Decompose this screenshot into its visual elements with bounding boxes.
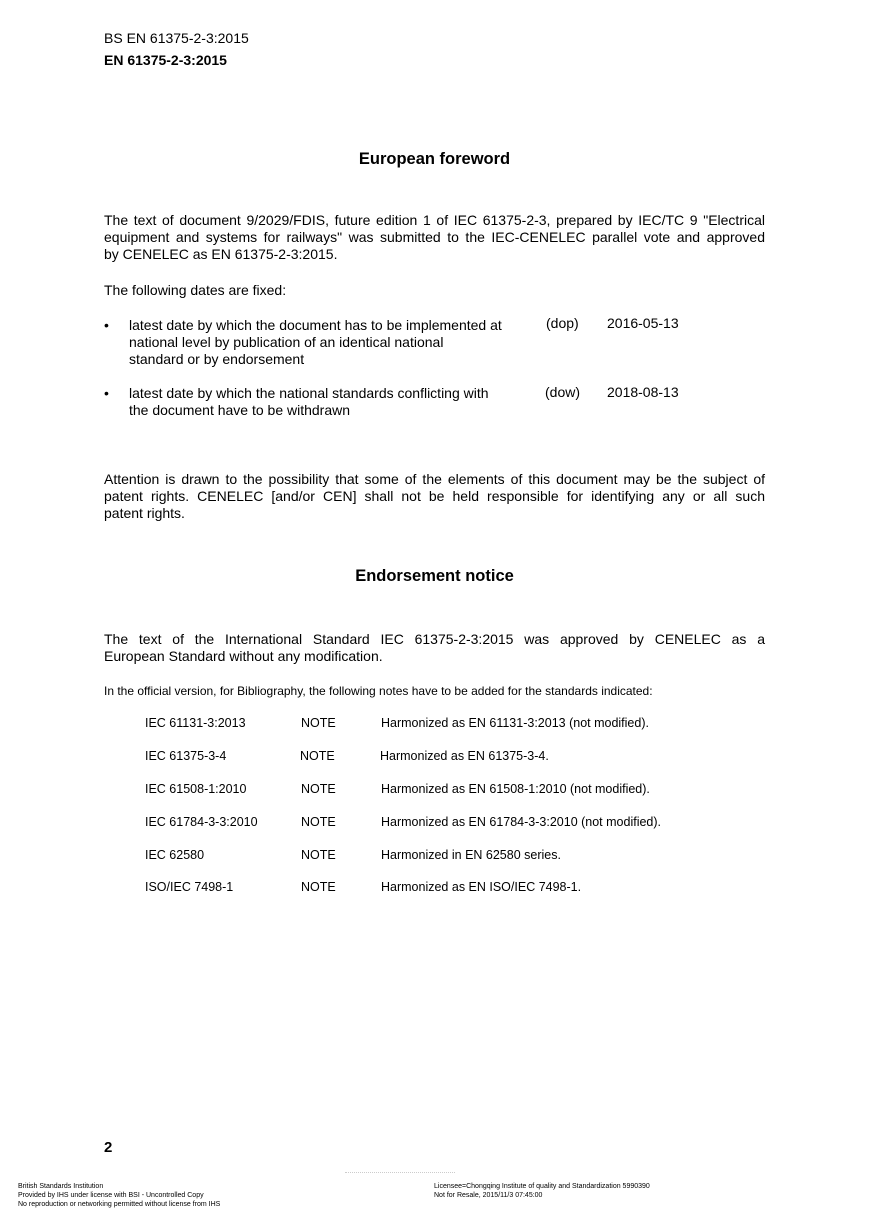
date-item-dop-text <box>129 317 529 368</box>
note-standard: IEC 61131-3:2013 <box>145 716 246 730</box>
attention-line-3: patent rights. <box>104 505 185 521</box>
attention-line-2: patent rights. CENELEC [and/or CEN] shall not be held responsible for identifying any or all such <box>104 488 765 504</box>
note-standard: IEC 61784-3-3:2010 <box>145 815 258 829</box>
patent-attention-paragraph <box>104 471 765 522</box>
note-text: Harmonized as EN 61508-1:2010 (not modified). <box>381 782 650 796</box>
endorsement-line-1: The text of the International Standard IEC 61375-2-3:2015 was approved by CENELEC as a <box>104 631 765 647</box>
footer-right-line-2: Not for Resale, 2015/11/3 07:45:00 <box>434 1192 543 1199</box>
foreword-line-2: equipment and systems for railways" was submitted to the IEC-CENELEC parallel vote and approved <box>104 229 765 245</box>
footer-left-line-2: Provided by IHS under license with BSI - Uncontrolled Copy <box>18 1192 204 1199</box>
footer-divider <box>345 1172 455 1173</box>
page-number: 2 <box>104 1139 113 1156</box>
foreword-line-1: The text of document 9/2029/FDIS, future edition 1 of IEC 61375-2-3, prepared by IEC/TC 9 "Electrical <box>104 212 765 228</box>
bullet-icon: • <box>104 317 109 333</box>
note-text: Harmonized as EN 61131-3:2013 (not modified). <box>381 716 649 730</box>
dop-date: 2016-05-13 <box>607 315 679 331</box>
note-standard: IEC 61508-1:2010 <box>145 782 247 796</box>
note-label: NOTE <box>301 782 336 796</box>
footer-right-line-1: Licensee=Chongqing Institute of quality and Standardization 5990390 <box>434 1183 650 1190</box>
note-label: NOTE <box>301 848 336 862</box>
dow-code: (dow) <box>545 384 581 400</box>
dow-text-line-2: the document have to be withdrawn <box>129 402 351 418</box>
dop-text-line-1: latest date by which the document has to be implemented at <box>129 317 502 333</box>
endorsement-title: Endorsement notice <box>355 567 514 585</box>
footer-left-line-1: British Standards Institution <box>18 1183 104 1190</box>
dop-code: (dop) <box>546 315 579 331</box>
note-text: Harmonized as EN ISO/IEC 7498-1. <box>381 880 582 894</box>
note-standard: IEC 62580 <box>145 848 205 862</box>
note-label: NOTE <box>301 716 336 730</box>
note-label: NOTE <box>301 880 336 894</box>
endorsement-paragraph <box>104 631 765 665</box>
bullet-icon: • <box>104 385 109 401</box>
note-standard: ISO/IEC 7498-1 <box>145 880 234 894</box>
note-text: Harmonized as EN 61784-3-3:2010 (not modified). <box>381 815 662 829</box>
note-text: Harmonized in EN 62580 series. <box>381 848 561 862</box>
dow-date: 2018-08-13 <box>607 384 679 400</box>
endorsement-line-2: European Standard without any modification. <box>104 648 383 664</box>
bibliography-intro: In the official version, for Bibliography, the following notes have to be added for the standards indicated: <box>104 684 653 698</box>
note-text: Harmonized as EN 61375-3-4. <box>380 749 549 763</box>
dow-text-line-1: latest date by which the national standards conflicting with <box>129 385 489 401</box>
footer-left-line-3: No reproduction or networking permitted without license from IHS <box>18 1201 221 1208</box>
note-label: NOTE <box>301 815 336 829</box>
date-item-dow-text <box>129 385 529 419</box>
note-label: NOTE <box>300 749 335 763</box>
dop-text-line-3: standard or by endorsement <box>129 351 305 367</box>
document-designation: BS EN 61375-2-3:2015 <box>104 30 249 46</box>
footer-left <box>18 1182 220 1209</box>
foreword-line-3: by CENELEC as EN 61375-2-3:2015. <box>104 246 338 262</box>
foreword-title: European foreword <box>358 150 511 168</box>
footer-right <box>434 1182 650 1200</box>
note-standard: IEC 61375-3-4 <box>145 749 227 763</box>
attention-line-1: Attention is drawn to the possibility that some of the elements of this document may be the subject of <box>104 471 765 487</box>
en-designation: EN 61375-2-3:2015 <box>104 52 227 68</box>
foreword-paragraph <box>104 212 765 263</box>
dates-intro: The following dates are fixed: <box>104 282 287 298</box>
dop-text-line-2: national level by publication of an identical national <box>129 334 444 350</box>
